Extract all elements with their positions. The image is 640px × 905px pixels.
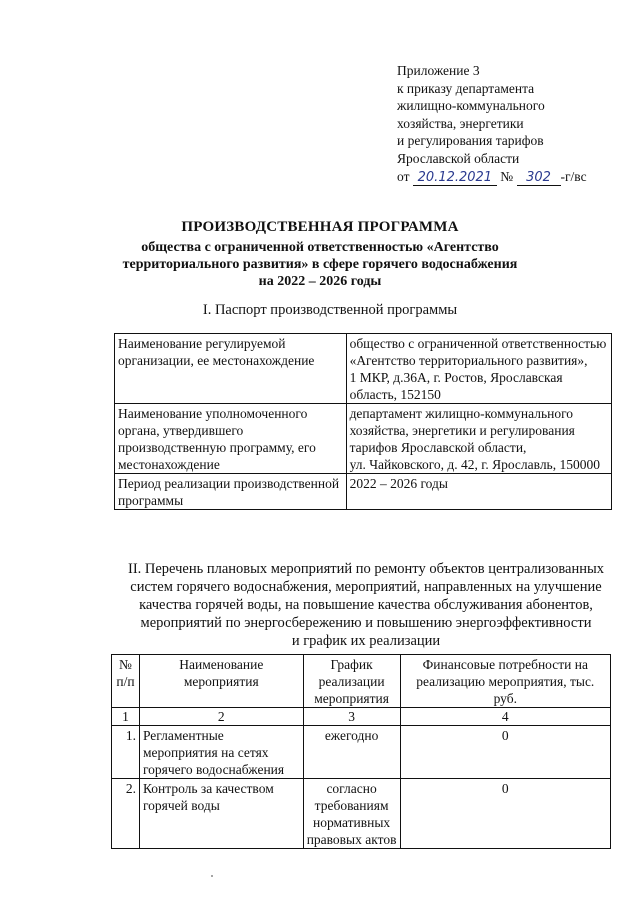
row-number: 1. (112, 726, 140, 779)
column-numbers-row (112, 708, 611, 726)
col-header-name: Наименование мероприятия (139, 655, 303, 708)
col-number: 2 (139, 708, 303, 726)
table-row (112, 726, 611, 779)
document-title (60, 219, 580, 290)
value-line: департамент жилищно-коммунального хозяйства, энергетики и регулирования тарифов Ярославской области, (349, 406, 575, 455)
table-header-row (112, 655, 611, 708)
title-line: общества с ограниченной ответственностью «Агентство (141, 240, 499, 255)
appendix-line: жилищно-коммунального (397, 98, 545, 114)
table-row (115, 474, 612, 510)
passport-label: Наименование регулируемой организации, ее местонахождение (115, 334, 347, 404)
heading-line: мероприятий по энергосбережению и повышению энергоэффективности (140, 615, 592, 631)
title-line: на 2022 – 2026 годы (258, 274, 382, 289)
order-date-line (397, 168, 632, 186)
heading-line: качества горячей воды, на повышение качества обслуживания абонентов, (139, 597, 593, 613)
number-label: № (500, 168, 514, 184)
section2-heading (110, 560, 622, 650)
title-line: территориального развития» в сфере горячего водоснабжения (122, 257, 518, 272)
table-row (115, 404, 612, 474)
heading-line: систем горячего водоснабжения, мероприятий, направленных на улучшение (130, 579, 602, 595)
title-main: ПРОИЗВОДСТВЕННАЯ ПРОГРАММА (181, 219, 459, 235)
order-suffix: -г/вс (560, 168, 587, 184)
passport-value (346, 474, 611, 510)
measure-finance: 0 (400, 779, 610, 849)
order-number: 302 (517, 170, 561, 186)
appendix-line: хозяйства, энергетики (397, 115, 524, 131)
order-date: 20.12.2021 (413, 170, 497, 186)
measure-finance: 0 (400, 726, 610, 779)
table-row (115, 334, 612, 404)
col-number: 3 (303, 708, 400, 726)
from-label: от (397, 168, 410, 184)
col-header-schedule: График реализации мероприятия (303, 655, 400, 708)
passport-value (346, 404, 611, 474)
measure-name: Контроль за качеством горячей воды (139, 779, 303, 849)
passport-label: Период реализации производственной программы (115, 474, 347, 510)
appendix-line: к приказу департамента (397, 80, 535, 96)
value-line: 1 МКР, д.36А, г. Ростов, Ярославская область, 152150 (349, 370, 563, 402)
appendix-line: Ярославской области (397, 150, 520, 166)
scan-speck (211, 875, 213, 877)
col-header-finance: Финансовые потребности на реализацию мероприятия, тыс. руб. (400, 655, 610, 708)
table-row (112, 779, 611, 849)
heading-line: II. Перечень плановых мероприятий по ремонту объектов централизованных (127, 561, 605, 577)
col-header-number: № п/п (112, 655, 140, 708)
appendix-block (397, 62, 632, 186)
measure-name: Регламентные мероприятия на сетях горячего водоснабжения (139, 726, 303, 779)
value-line: общество с ограниченной ответственностью «Агентство территориального развития», (349, 336, 607, 368)
col-number: 1 (112, 708, 140, 726)
plan-table (111, 654, 611, 849)
heading-line: и график их реализации (291, 633, 441, 649)
col-number: 4 (400, 708, 610, 726)
value-line: 2022 – 2026 годы (349, 476, 448, 491)
passport-value (346, 334, 611, 404)
passport-label: Наименование уполномоченного органа, утвердившего производственную программу, его местонахождение (115, 404, 347, 474)
passport-table (114, 333, 612, 510)
appendix-line: Приложение 3 (397, 63, 480, 78)
value-line: ул. Чайковского, д. 42, г. Ярославль, 150000 (349, 457, 600, 472)
appendix-line: и регулирования тарифов (397, 133, 544, 149)
section1-heading: I. Паспорт производственной программы (202, 302, 458, 318)
measure-schedule: согласно требованиям нормативных правовых актов (303, 779, 400, 849)
row-number: 2. (112, 779, 140, 849)
measure-schedule: ежегодно (303, 726, 400, 779)
